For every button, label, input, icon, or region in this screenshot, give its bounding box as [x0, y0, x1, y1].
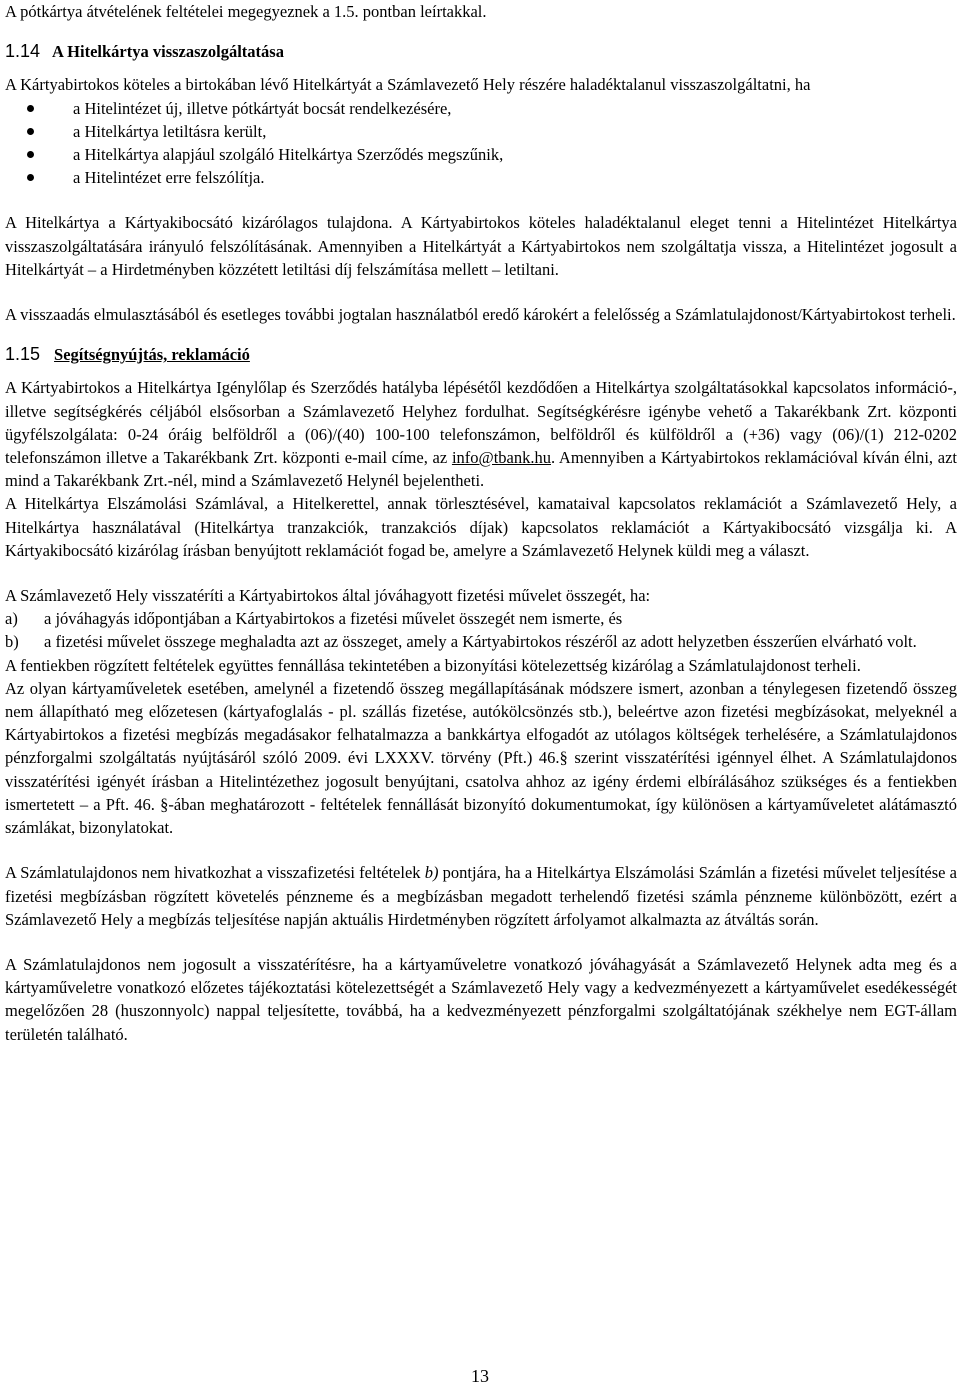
- list-item: b) a fizetési művelet összege meghaladta azt az összeget, amely a Kártyabirtokos részéről az adott helyzetben ésszerűen elvárható volt.: [5, 630, 957, 653]
- document-page: [5, 0, 957, 1046]
- paragraph: A Számlatulajdonos nem jogosult a visszatérítésre, ha a kártyaműveletre vonatkozó jóváhagyását a Számlavezető Helynek adta meg és a kártyaműveletre vonatkozó előzetes tájékoztatási kötelezettségét a Számlavezető Hely vagy a kedvezményezett a kártyaművelet esedékességét megelőzően 28 (huszonnyolc) nappal teljesítette, továbbá, ha a kedvezményezett pénzforgalmi szolgáltatójának székhelye nem EGT-állam területén található.: [5, 954, 957, 1044]
- list-item: a Hitelintézet új, illetve pótkártyát bocsát rendelkezésére,: [5, 97, 957, 120]
- section-title: A Hitelkártya visszaszolgáltatása: [52, 42, 284, 62]
- section-heading-1-14: [5, 40, 957, 63]
- list-item: a) a jóváhagyás időpontjában a Kártyabirtokos a fizetési művelet összegét nem ismerte, és: [5, 607, 957, 630]
- paragraph: A fentiekben rögzített feltételek együttes fennállása tekintetében a bizonyítási kötelezettség kizárólag a Számlatulajdonost terheli.: [5, 655, 861, 675]
- list-item: a Hitelintézet erre felszólítja.: [5, 166, 957, 189]
- paragraph: A Számlatulajdonos nem hivatkozhat a visszafizetési feltételek b) pontjára, ha a Hitelkártya Elszámolási Számlán a fizetési művelet teljesítése a fizetési megbízásban rögzített követelés pénzneme és a megbízásban megadott terhelendő fizetési számla pénzneme különbözött, ezért a Számlavezető Hely a megbízás teljesítése napján aktuális Hirdetményben rögzített árfolyamot alkalmazta az átváltás során.: [5, 863, 957, 929]
- paragraph: A Számlavezető Hely visszatéríti a Kártyabirtokos által jóváhagyott fizetési művelet összegét, ha:: [5, 586, 651, 606]
- paragraph: A Kártyabirtokos a Hitelkártya Igénylőlap és Szerződés hatályba lépésétől kezdődően a Hitelkártya szolgáltatásokkal kapcsolatos információ-, illetve segítségkérés céljából elsősorban a Számlavezető Helyhez fordulhat. Segítségkérésre igénybe vehető a Takarékbank Zrt. központi ügyfélszolgálata: 0-24 óráig belföldről a (06)/(40) 100-100 telefonszámon, belföldről és külföldről a (+36) vagy (06)/(1) 212-0202 telefonszámon illetve a Takarékbank Zrt. központi e-mail címe, az info@tbank.hu. Amennyiben a Kártyabirtokos reklamációval kíván élni, azt mind a Takarékbank Zrt.-nél, mind a Számlavezető Helynél bejelentheti.: [5, 378, 957, 491]
- paragraph: A Hitelkártya a Kártyakibocsátó kizárólagos tulajdona. A Kártyabirtokos köteles haladéktalanul eleget tenni a Hitelintézet Hitelkártya visszaszolgáltatására irányuló felszólításának. Amennyiben a Hitelkártyát a Kártyabirtokos nem szolgáltatja vissza, a Hitelintézet jogosult a Hitelkártyát – a Hirdetményben közzétett letiltási díj felszámítása mellett – letiltani.: [5, 213, 957, 279]
- paragraph: A visszaadás elmulasztásából és esetleges további jogtalan használatból eredő károkért a felelősség a Számlatulajdonost/Kártyabirtokost terheli.: [5, 305, 956, 325]
- section-number: 1.14: [5, 41, 41, 62]
- intro-paragraph: A pótkártya átvételének feltételei megegyeznek a 1.5. pontban leírtakkal.: [5, 2, 487, 21]
- paragraph: A Hitelkártya Elszámolási Számlával, a Hitelkerettel, annak törlesztésével, kamataival kapcsolatos reklamációt a Számlavezető Hely, a Hitelkártya használatával (Hitelkártya tranzakciók, tranzakciós díjak) kapcsolatos reklamációt a Kártyakibocsátó vizsgálja ki. A Kártyakibocsátó kizárólag írásban benyújtott reklamációt fogad be, amelyre a Számlavezető Helynek küldi meg a választ.: [5, 494, 957, 560]
- bullet-icon: [27, 174, 34, 181]
- paragraph: Az olyan kártyaműveletek esetében, amelynél a fizetendő összeg megállapításának módszere ismert, azonban a ténylegesen fizetendő összeg nem állapítható meg előzetesen (kártyafoglalás - pl. szállás fizetése, autókölcsönzés stb.), beleértve azon fizetési megbízásokat, melyeknél a Kártyabirtokos a fizetési megbízás megadásakor felhatalmazza a bankkártya elfogadót az utólagos költségek terhelésére, a Számlatulajdonos pénzforgalmi szolgáltatás nyújtásáról szóló 2009. évi LXXXV. törvény (Pft.) 46.§ szerint visszatérítési igénnyel élhet. A Számlatulajdonos visszatérítési igényét írásban a Hitelintézethez jogosult benyújtani, csatolva ahhoz az igény érdemi elbírálásához szükséges és a fentiekben ismertetett – a Pft. 46. §-ában meghatározott - feltételek fennállását bizonyító dokumentumokat, így különösen a kártyaműveletet alátámasztó számlákat, bizonylatokat.: [5, 678, 957, 838]
- list-item: a Hitelkártya alapjául szolgáló Hitelkártya Szerződés megszűnik,: [5, 143, 957, 166]
- bullet-icon: [27, 105, 34, 112]
- page-number: 13: [471, 1366, 489, 1386]
- paragraph: A Kártyabirtokos köteles a birtokában lévő Hitelkártyát a Számlavezető Hely részére haladéktalanul visszaszolgáltatni, ha: [5, 75, 811, 95]
- item-label: b): [5, 632, 19, 652]
- email-link[interactable]: info@tbank.hu: [451, 448, 551, 468]
- bullet-icon: [27, 128, 34, 135]
- item-label: a): [5, 609, 18, 629]
- section-title: Segítségnyújtás, reklamáció: [54, 345, 250, 365]
- section-number: 1.15: [5, 344, 41, 365]
- section-heading-1-15: [5, 343, 957, 366]
- bullet-icon: [27, 151, 34, 158]
- bullet-list: [5, 97, 957, 190]
- list-item: a Hitelkártya letiltásra került,: [5, 120, 957, 143]
